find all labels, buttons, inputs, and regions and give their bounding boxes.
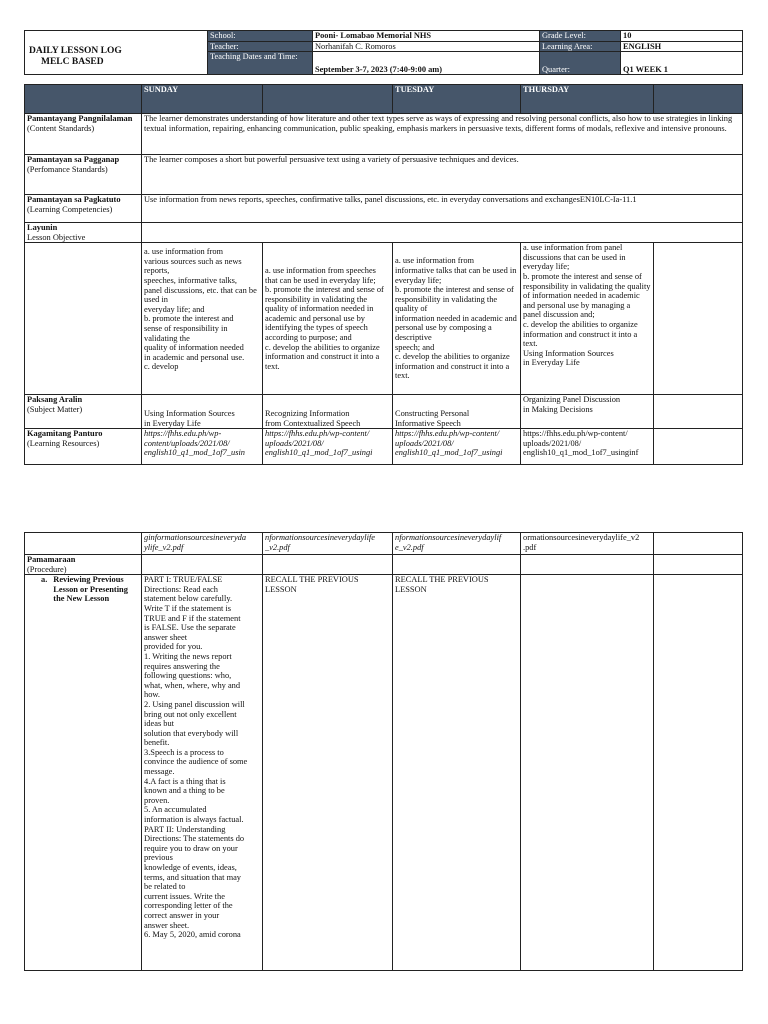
row-label: Kagamitang Panturo	[27, 429, 103, 439]
row-label: Pamantayan sa Pagkatuto	[27, 195, 121, 204]
procedure-item-marker: a.	[41, 575, 48, 585]
resources-continued-blank	[25, 533, 142, 555]
lesson-log-table-continued	[24, 532, 743, 971]
resource-link[interactable]: https://fhhs.edu.ph/wp-content/ uploads/2021/08/ english10_q1_mod_1of7_usinginf	[521, 429, 654, 465]
row-label: Paksang Aralin	[27, 395, 83, 405]
procedure-item-label: Reviewing Previous Lesson or Presenting the New Lesson	[53, 575, 128, 604]
row-sublabel: (Subject Matter)	[27, 404, 83, 414]
resource-link-continued[interactable]: nformationsourcesineverydaylif e_v2.pdf	[393, 533, 521, 555]
content-standards-text: The learner demonstrates understanding of how literature and other text types serve as ways of expressing and resolving personal conflicts, also how to use strategies in linking textual information, repairing, enhancing communication, public speaking, emphasis markers in persuasive texts, different forms of modals, reflexive and intensive pronouns.	[142, 114, 743, 155]
resource-link-continued[interactable]: ormationsourcesineverydaylife_v2 .pdf	[521, 533, 654, 555]
procedure-cell	[521, 575, 654, 971]
teacher-value: Norhanifah C. Romoros	[313, 41, 540, 52]
subject-cell	[654, 395, 743, 429]
dates-label: Teaching Dates and Time:	[208, 52, 313, 75]
subject-matter-row	[25, 395, 743, 429]
objective-row	[25, 243, 743, 395]
competencies-text: Use information from news reports, speeches, confirmative talks, panel discussions, etc. in everyday conversations and exchangesEN10LC-Ia-11.1	[142, 195, 743, 223]
row-sublabel: (Learning Resources)	[27, 438, 100, 448]
row-label: Pamantayan sa Pagganap	[27, 155, 120, 164]
title-line1: DAILY LESSON LOG	[29, 45, 122, 56]
objective-cell: a. use information from informative talks that can be used in everyday life; b. promote the interest and sense of responsibility in validating the quality of information needed in academic and personal use by composing a descriptive speech; and c. develop the abilities to organize information and construct it into a text.	[393, 243, 521, 395]
row-sublabel: (Perfomance Standards)	[27, 164, 108, 174]
procedure-cell: RECALL THE PREVIOUS LESSON	[263, 575, 393, 971]
subject-cell: Organizing Panel Discussion in Making Decisions	[521, 395, 654, 429]
resource-link[interactable]: https://fhhs.edu.ph/wp- content/uploads/2021/08/ english10_q1_mod_1of7_usin	[142, 429, 263, 465]
row-sublabel: (Procedure)	[27, 564, 67, 574]
page-title	[25, 31, 208, 75]
quarter-label: Quarter:	[540, 52, 621, 75]
day-header	[263, 85, 393, 114]
objective-cell: a. use information from speeches that can be used in everyday life; b. promote the interest and sense of responsibility in validating the quality of information needed in academic and personal use by identifying the types of speech according to purpose; and c. develop the abilities to organize information and construct it into a text.	[263, 243, 393, 395]
resource-cell-continued	[654, 533, 743, 555]
day-header: SUNDAY	[142, 85, 263, 114]
grade-label: Grade Level:	[540, 31, 621, 42]
procedure-label-row	[25, 555, 743, 575]
procedure-blank	[521, 555, 654, 575]
day-header: THURSDAY	[521, 85, 654, 114]
resources-row	[25, 429, 743, 465]
objective-cell	[654, 243, 743, 395]
day-header: TUESDAY	[393, 85, 521, 114]
quarter-value: Q1 WEEK 1	[621, 52, 743, 75]
objective-cell: a. use information from various sources such as news reports, speeches, informative talks, panel discussions, etc. that can be used in everyday life; and b. promote the interest and sense of responsibility in validating the quality of information needed in academic and personal use. c. develop	[142, 243, 263, 395]
procedure-row	[25, 575, 743, 971]
grade-value: 10	[621, 31, 743, 42]
procedure-blank	[654, 555, 743, 575]
area-label: Learning Area:	[540, 41, 621, 52]
resource-link-continued[interactable]: ginformationsourcesineveryda ylife_v2.pdf	[142, 533, 263, 555]
day-header-row	[25, 85, 743, 114]
teacher-label: Teacher:	[208, 41, 313, 52]
objective-spacer	[142, 223, 743, 243]
row-label: Pamamaraan	[27, 555, 76, 564]
objective-cell: a. use information from panel discussions that can be used in everyday life; b. promote the interest and sense of responsibility in validating the quality of information needed in academic and personal use by managing a panel discussion and; c. develop the abilities to organize information and construct it into a text. Using Information Sources in Everyday Life	[521, 243, 654, 395]
school-label: School:	[208, 31, 313, 42]
resource-link-continued[interactable]: nformationsourcesineverydaylife _v2.pdf	[263, 533, 393, 555]
resources-continued-row	[25, 533, 743, 555]
header-table	[24, 30, 743, 75]
procedure-cell	[654, 575, 743, 971]
row-sublabel: Lesson Objective	[27, 232, 86, 242]
procedure-blank	[142, 555, 263, 575]
subject-cell: Constructing Personal Informative Speech	[393, 395, 521, 429]
subject-cell: Using Information Sources in Everyday Life	[142, 395, 263, 429]
procedure-cell: RECALL THE PREVIOUS LESSON	[393, 575, 521, 971]
procedure-blank	[263, 555, 393, 575]
corner-cell	[25, 85, 142, 114]
subject-cell: Recognizing Information from Contextualized Speech	[263, 395, 393, 429]
lesson-log-table	[24, 84, 743, 465]
resource-cell	[654, 429, 743, 465]
performance-standards-text: The learner composes a short but powerful persuasive text using a variety of persuasive techniques and devices.	[142, 155, 743, 195]
title-line2: MELC BASED	[41, 56, 104, 67]
competencies-row	[25, 195, 743, 223]
dates-value: September 3-7, 2023 (7:40-9:00 am)	[313, 52, 540, 75]
row-sublabel: (Learning Competencies)	[27, 204, 113, 214]
content-standards-row	[25, 114, 743, 155]
performance-standards-row	[25, 155, 743, 195]
objective-label-row	[25, 223, 743, 243]
objective-blank	[25, 243, 142, 395]
procedure-blank	[393, 555, 521, 575]
area-value: ENGLISH	[621, 41, 743, 52]
day-header	[654, 85, 743, 114]
row-sublabel: (Content Standards)	[27, 123, 95, 133]
procedure-cell: PART I: TRUE/FALSE Directions: Read each statement below carefully. Write T if the statement is TRUE and F if the statement is FALSE. Use the separate answer sheet provided for you. 1. Writing the news report requires answering the following questions: who, what, when, where, why and how. 2. Using panel discussion will bring out not only excellent ideas but solution that everybody will benefit. 3.Speech is a process to convince the audience of some message. 4.A fact is a thing that is known and a thing to be proven. 5. An accumulated information is always factual. PART II: Understanding Directions: The statements do require you to draw on your previous knowledge of events, ideas, terms, and situation that may be related to current issues. Write the corresponding letter of the correct answer in your answer sheet. 6. May 5, 2020, amid corona	[142, 575, 263, 971]
resource-link[interactable]: https://fhhs.edu.ph/wp-content/ uploads/2021/08/ english10_q1_mod_1of7_usingi	[263, 429, 393, 465]
school-value: Pooni- Lomabao Memorial NHS	[313, 31, 540, 42]
row-label: Pamantayang Pangnilalaman	[27, 114, 133, 123]
row-label: Layunin	[27, 223, 58, 232]
resource-link[interactable]: https://fhhs.edu.ph/wp-content/ uploads/2021/08/ english10_q1_mod_1of7_usingi	[393, 429, 521, 465]
